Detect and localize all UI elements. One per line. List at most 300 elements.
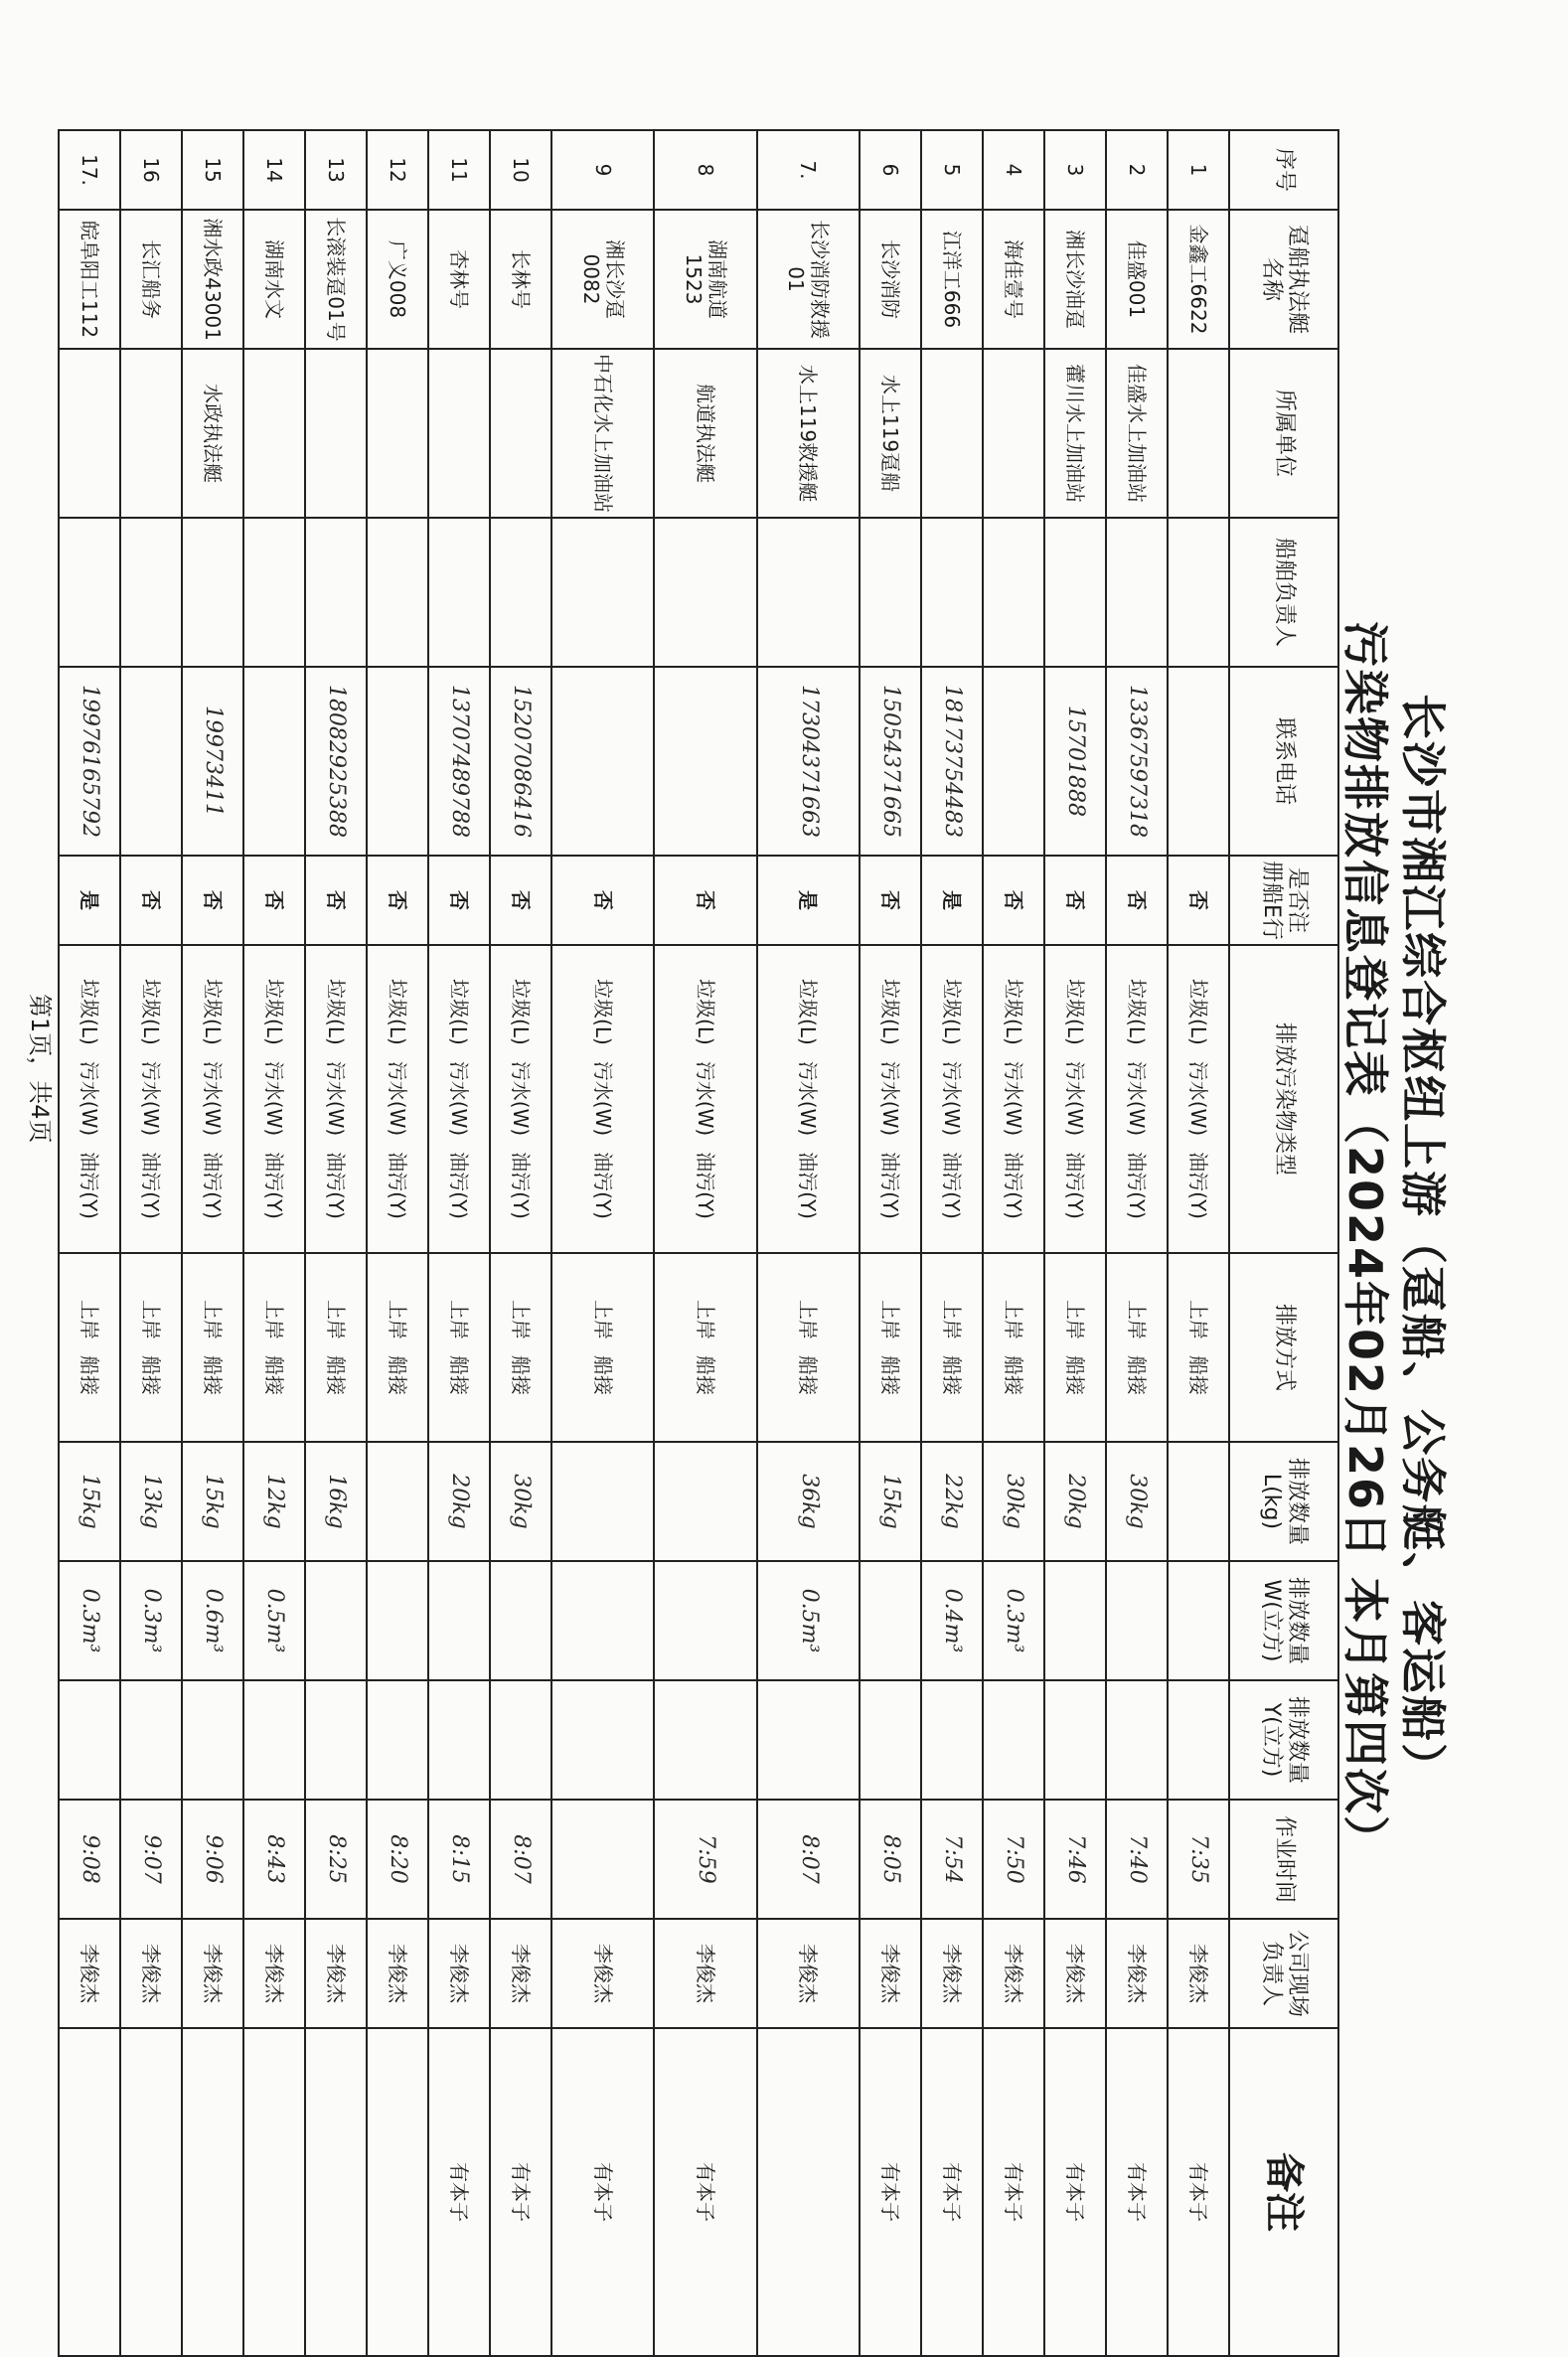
row-unit <box>428 349 490 518</box>
row-registered: 否 <box>860 856 921 945</box>
row-registered: 否 <box>551 856 654 945</box>
header-remark: 备注 <box>1229 2028 1338 2356</box>
row-qty-w: 0.3m³ <box>59 1561 120 1680</box>
row-modes <box>860 1253 921 1442</box>
row-name: 湖南航道1523 <box>654 210 756 349</box>
row-name: 湖南水文 <box>243 210 305 349</box>
row-leader <box>983 518 1044 667</box>
discharge-mode-option: 船接 <box>1186 1355 1211 1395</box>
row-unit <box>367 349 428 518</box>
row-time: 8:25 <box>305 1800 367 1919</box>
discharge-mode-option: 上岸 <box>694 1300 718 1339</box>
row-types <box>120 945 182 1253</box>
pollutant-type-option: 垃圾(L) <box>1063 979 1088 1045</box>
row-unit: 水上119救援艇 <box>757 349 860 518</box>
row-leader <box>654 518 756 667</box>
row-manager: 李俊杰 <box>490 1919 551 2028</box>
pollutant-type-option: 垃圾(L) <box>262 979 287 1045</box>
row-phone: 18173754483 <box>921 667 983 856</box>
row-phone <box>654 667 756 856</box>
row-leader <box>490 518 551 667</box>
row-modes <box>243 1253 305 1442</box>
row-qty-y <box>983 1680 1044 1800</box>
row-types <box>428 945 490 1253</box>
pollutant-type-option: 污水(W) <box>139 1060 164 1137</box>
row-remark <box>182 2028 243 2356</box>
row-name: 江洋工666 <box>921 210 983 349</box>
discharge-mode-option: 上岸 <box>78 1300 102 1339</box>
discharge-mode-option: 上岸 <box>1186 1300 1211 1339</box>
row-manager: 李俊杰 <box>367 1919 428 2028</box>
row-registered: 否 <box>654 856 756 945</box>
row-phone: 19973411 <box>182 667 243 856</box>
row-manager: 李俊杰 <box>182 1919 243 2028</box>
row-leader <box>860 518 921 667</box>
pollutant-type-option: 油污(Y) <box>694 1152 718 1219</box>
row-qty-l: 20kg <box>1044 1442 1106 1561</box>
row-modes <box>367 1253 428 1442</box>
row-remark: 有本子 <box>1044 2028 1106 2356</box>
discharge-mode-option: 上岸 <box>590 1300 615 1339</box>
row-unit: 水政执法艇 <box>182 349 243 518</box>
row-time: 7:40 <box>1106 1800 1168 1919</box>
row-qty-w <box>551 1561 654 1680</box>
row-remark: 有本子 <box>654 2028 756 2356</box>
header-qty-y: 排放数量Y(立方) <box>1229 1680 1338 1800</box>
header-manager: 公司现场负责人 <box>1229 1919 1338 2028</box>
row-time: 7:50 <box>983 1800 1044 1919</box>
pollutant-type-option: 污水(W) <box>78 1060 102 1137</box>
table-row <box>243 130 305 2356</box>
row-qty-y <box>757 1680 860 1800</box>
row-qty-w <box>1168 1561 1229 1680</box>
row-types <box>305 945 367 1253</box>
row-unit: 航道执法艇 <box>654 349 756 518</box>
pollutant-type-option: 污水(W) <box>590 1060 615 1137</box>
pollutant-type-option: 油污(Y) <box>447 1152 472 1219</box>
discharge-mode-option: 上岸 <box>1002 1300 1026 1339</box>
row-qty-w: 0.3m³ <box>120 1561 182 1680</box>
row-name: 湘水政43001 <box>182 210 243 349</box>
row-manager: 李俊杰 <box>551 1919 654 2028</box>
row-phone: 13367597318 <box>1106 667 1168 856</box>
row-qty-y <box>59 1680 120 1800</box>
row-name: 佳盛001 <box>1106 210 1168 349</box>
discharge-mode-option: 船接 <box>262 1355 287 1395</box>
row-types <box>182 945 243 1253</box>
row-leader <box>59 518 120 667</box>
row-seq: 11 <box>428 130 490 210</box>
row-registered: 否 <box>1168 856 1229 945</box>
row-unit: 水上119趸船 <box>860 349 921 518</box>
row-registered: 否 <box>120 856 182 945</box>
table-row <box>860 130 921 2356</box>
row-phone <box>367 667 428 856</box>
row-qty-l: 15kg <box>59 1442 120 1561</box>
pollutant-type-option: 油污(Y) <box>386 1152 410 1219</box>
row-seq: 3 <box>1044 130 1106 210</box>
row-modes <box>757 1253 860 1442</box>
discharge-mode-option: 船接 <box>201 1355 226 1395</box>
row-registered: 否 <box>182 856 243 945</box>
discharge-mode-option: 船接 <box>940 1355 965 1395</box>
row-unit <box>1168 349 1229 518</box>
row-qty-l: 13kg <box>120 1442 182 1561</box>
pollutant-type-option: 油污(Y) <box>1063 1152 1088 1219</box>
table-row <box>551 130 654 2356</box>
table-header-row <box>1229 130 1338 2356</box>
row-time <box>551 1800 654 1919</box>
row-remark: 有本子 <box>490 2028 551 2356</box>
row-time: 8:07 <box>490 1800 551 1919</box>
row-types <box>654 945 756 1253</box>
discharge-mode-option: 船接 <box>796 1355 821 1395</box>
table-row <box>1044 130 1106 2356</box>
row-seq: 6 <box>860 130 921 210</box>
row-modes <box>1106 1253 1168 1442</box>
discharge-mode-option: 船接 <box>386 1355 410 1395</box>
row-time: 7:35 <box>1168 1800 1229 1919</box>
row-seq: 10 <box>490 130 551 210</box>
row-registered: 否 <box>490 856 551 945</box>
row-manager: 李俊杰 <box>757 1919 860 2028</box>
row-leader <box>428 518 490 667</box>
row-modes <box>490 1253 551 1442</box>
row-qty-w <box>860 1561 921 1680</box>
pollutant-type-option: 污水(W) <box>694 1060 718 1137</box>
row-remark <box>59 2028 120 2356</box>
row-qty-w <box>654 1561 756 1680</box>
discharge-mode-option: 船接 <box>1063 1355 1088 1395</box>
row-remark: 有本子 <box>428 2028 490 2356</box>
discharge-mode-option: 船接 <box>878 1355 903 1395</box>
header-modes: 排放方式 <box>1229 1253 1338 1442</box>
row-phone: 15207086416 <box>490 667 551 856</box>
row-qty-y <box>1044 1680 1106 1800</box>
row-qty-l: 16kg <box>305 1442 367 1561</box>
row-phone: 17304371663 <box>757 667 860 856</box>
row-modes <box>983 1253 1044 1442</box>
row-types <box>490 945 551 1253</box>
table-row <box>120 130 182 2356</box>
row-modes <box>305 1253 367 1442</box>
row-leader <box>182 518 243 667</box>
discharge-mode-option: 船接 <box>78 1355 102 1395</box>
row-manager: 李俊杰 <box>860 1919 921 2028</box>
row-name: 湘长沙趸0082 <box>551 210 654 349</box>
discharge-mode-option: 船接 <box>139 1355 164 1395</box>
row-phone <box>1168 667 1229 856</box>
row-leader <box>1044 518 1106 667</box>
pollutant-type-option: 油污(Y) <box>1002 1152 1026 1219</box>
header-time: 作业时间 <box>1229 1800 1338 1919</box>
row-qty-l <box>367 1442 428 1561</box>
row-remark <box>367 2028 428 2356</box>
header-leader: 船舶负责人 <box>1229 518 1338 667</box>
row-leader <box>1168 518 1229 667</box>
row-qty-w: 0.5m³ <box>757 1561 860 1680</box>
pollutant-type-option: 垃圾(L) <box>590 979 615 1045</box>
row-remark <box>305 2028 367 2356</box>
row-remark: 有本子 <box>551 2028 654 2356</box>
header-phone: 联系电话 <box>1229 667 1338 856</box>
discharge-mode-option: 船接 <box>694 1355 718 1395</box>
row-time: 7:54 <box>921 1800 983 1919</box>
row-seq: 1 <box>1168 130 1229 210</box>
row-registered: 否 <box>367 856 428 945</box>
row-types <box>1106 945 1168 1253</box>
row-unit <box>59 349 120 518</box>
row-leader <box>921 518 983 667</box>
row-qty-y <box>490 1680 551 1800</box>
row-qty-y <box>243 1680 305 1800</box>
row-manager: 李俊杰 <box>59 1919 120 2028</box>
rotated-form-sheet <box>58 129 1469 2355</box>
row-unit <box>120 349 182 518</box>
pollutant-type-option: 油污(Y) <box>201 1152 226 1219</box>
row-modes <box>120 1253 182 1442</box>
row-phone <box>243 667 305 856</box>
row-qty-y <box>367 1680 428 1800</box>
pollutant-type-option: 垃圾(L) <box>509 979 534 1045</box>
row-modes <box>428 1253 490 1442</box>
pollutant-type-option: 油污(Y) <box>1125 1152 1150 1219</box>
pollutant-type-option: 污水(W) <box>201 1060 226 1137</box>
row-remark <box>120 2028 182 2356</box>
row-unit <box>243 349 305 518</box>
row-seq: 4 <box>983 130 1044 210</box>
discharge-mode-option: 上岸 <box>447 1300 472 1339</box>
row-qty-l <box>551 1442 654 1561</box>
row-types <box>1168 945 1229 1253</box>
row-time: 8:43 <box>243 1800 305 1919</box>
row-remark: 有本子 <box>983 2028 1044 2356</box>
row-qty-l: 30kg <box>1106 1442 1168 1561</box>
row-manager: 李俊杰 <box>120 1919 182 2028</box>
pollutant-type-option: 污水(W) <box>1002 1060 1026 1137</box>
table-row <box>654 130 756 2356</box>
pollutant-type-option: 油污(Y) <box>139 1152 164 1219</box>
header-qty-l: 排放数量L(kg) <box>1229 1442 1338 1561</box>
discharge-mode-option: 上岸 <box>940 1300 965 1339</box>
row-qty-w <box>490 1561 551 1680</box>
row-types <box>243 945 305 1253</box>
discharge-mode-option: 上岸 <box>509 1300 534 1339</box>
discharge-mode-option: 上岸 <box>262 1300 287 1339</box>
row-manager: 李俊杰 <box>305 1919 367 2028</box>
row-phone: 15701888 <box>1044 667 1106 856</box>
row-modes <box>1044 1253 1106 1442</box>
form-title-line-2: 污染物排放信息登记表（2024年02月26日 本月第四次） <box>1338 620 1392 1864</box>
pollutant-type-option: 污水(W) <box>796 1060 821 1137</box>
row-remark: 有本子 <box>1106 2028 1168 2356</box>
row-registered: 否 <box>243 856 305 945</box>
row-registered: 是 <box>921 856 983 945</box>
pollutant-type-option: 垃圾(L) <box>139 979 164 1045</box>
row-qty-l: 12kg <box>243 1442 305 1561</box>
row-modes <box>59 1253 120 1442</box>
row-qty-l: 15kg <box>182 1442 243 1561</box>
row-phone <box>983 667 1044 856</box>
row-phone <box>551 667 654 856</box>
row-remark <box>757 2028 860 2356</box>
pollutant-type-option: 油污(Y) <box>509 1152 534 1219</box>
discharge-mode-option: 船接 <box>324 1355 349 1395</box>
pollutant-type-option: 污水(W) <box>324 1060 349 1137</box>
pollutant-type-option: 污水(W) <box>386 1060 410 1137</box>
discharge-mode-option: 船接 <box>447 1355 472 1395</box>
row-name: 长沙消防 <box>860 210 921 349</box>
table-row <box>1168 130 1229 2356</box>
registration-table <box>58 129 1339 2357</box>
table-row <box>428 130 490 2356</box>
row-time: 8:20 <box>367 1800 428 1919</box>
row-registered: 是 <box>59 856 120 945</box>
row-time: 7:59 <box>654 1800 756 1919</box>
row-manager: 李俊杰 <box>921 1919 983 2028</box>
row-registered: 是 <box>757 856 860 945</box>
row-qty-y <box>654 1680 756 1800</box>
pollutant-type-option: 油污(Y) <box>262 1152 287 1219</box>
row-qty-l: 22kg <box>921 1442 983 1561</box>
row-qty-y <box>120 1680 182 1800</box>
pollutant-type-option: 污水(W) <box>1125 1060 1150 1137</box>
row-modes <box>1168 1253 1229 1442</box>
row-leader <box>120 518 182 667</box>
row-qty-l <box>654 1442 756 1561</box>
row-qty-w <box>1106 1561 1168 1680</box>
pollutant-type-option: 垃圾(L) <box>694 979 718 1045</box>
pollutant-type-option: 污水(W) <box>878 1060 903 1137</box>
row-seq: 15 <box>182 130 243 210</box>
row-modes <box>551 1253 654 1442</box>
pollutant-type-option: 垃圾(L) <box>1002 979 1026 1045</box>
row-leader <box>305 518 367 667</box>
pollutant-type-option: 油污(Y) <box>940 1152 965 1219</box>
row-modes <box>921 1253 983 1442</box>
row-leader <box>551 518 654 667</box>
row-types <box>1044 945 1106 1253</box>
discharge-mode-option: 上岸 <box>201 1300 226 1339</box>
row-manager: 李俊杰 <box>428 1919 490 2028</box>
pollutant-type-option: 油污(Y) <box>796 1152 821 1219</box>
row-time: 7:46 <box>1044 1800 1106 1919</box>
row-qty-l: 30kg <box>490 1442 551 1561</box>
row-qty-l: 20kg <box>428 1442 490 1561</box>
row-seq: 14 <box>243 130 305 210</box>
header-types: 排放污染物类型 <box>1229 945 1338 1253</box>
pollutant-type-option: 污水(W) <box>1063 1060 1088 1137</box>
row-seq: 8 <box>654 130 756 210</box>
row-modes <box>654 1253 756 1442</box>
row-phone: 15054371665 <box>860 667 921 856</box>
row-name: 海佳壹号 <box>983 210 1044 349</box>
row-qty-y <box>182 1680 243 1800</box>
discharge-mode-option: 上岸 <box>796 1300 821 1339</box>
discharge-mode-option: 船接 <box>590 1355 615 1395</box>
row-qty-w <box>1044 1561 1106 1680</box>
pollutant-type-option: 污水(W) <box>447 1060 472 1137</box>
pollutant-type-option: 垃圾(L) <box>447 979 472 1045</box>
row-types <box>983 945 1044 1253</box>
row-unit <box>305 349 367 518</box>
pollutant-type-option: 污水(W) <box>262 1060 287 1137</box>
discharge-mode-option: 船接 <box>509 1355 534 1395</box>
row-phone <box>120 667 182 856</box>
row-types <box>860 945 921 1253</box>
header-name: 趸船执法艇名称 <box>1229 210 1338 349</box>
row-leader <box>1106 518 1168 667</box>
row-types <box>551 945 654 1253</box>
row-types <box>921 945 983 1253</box>
table-row <box>490 130 551 2356</box>
row-unit: 佳盛水上加油站 <box>1106 349 1168 518</box>
row-time: 8:05 <box>860 1800 921 1919</box>
row-qty-l: 30kg <box>983 1442 1044 1561</box>
row-registered: 否 <box>1106 856 1168 945</box>
row-seq: 9 <box>551 130 654 210</box>
row-time: 9:06 <box>182 1800 243 1919</box>
row-name: 广义008 <box>367 210 428 349</box>
row-seq: 16 <box>120 130 182 210</box>
discharge-mode-option: 上岸 <box>386 1300 410 1339</box>
row-qty-y <box>921 1680 983 1800</box>
row-unit: 藿川水上加油站 <box>1044 349 1106 518</box>
row-phone: 13707489788 <box>428 667 490 856</box>
form-title-line-1: 长沙市湘江综合枢纽上游（趸船、公务艇、客运船） <box>1396 694 1450 1791</box>
row-name: 长沙消防救援01 <box>757 210 860 349</box>
pollutant-type-option: 油污(Y) <box>1186 1152 1211 1219</box>
row-registered: 否 <box>428 856 490 945</box>
row-unit <box>983 349 1044 518</box>
discharge-mode-option: 上岸 <box>1125 1300 1150 1339</box>
row-qty-w: 0.5m³ <box>243 1561 305 1680</box>
table-row <box>983 130 1044 2356</box>
row-modes <box>182 1253 243 1442</box>
row-leader <box>243 518 305 667</box>
row-registered: 否 <box>1044 856 1106 945</box>
row-phone: 18082925388 <box>305 667 367 856</box>
row-qty-l: 15kg <box>860 1442 921 1561</box>
row-qty-l: 36kg <box>757 1442 860 1561</box>
header-seq: 序号 <box>1229 130 1338 210</box>
pollutant-type-option: 垃圾(L) <box>878 979 903 1045</box>
discharge-mode-option: 船接 <box>1125 1355 1150 1395</box>
pollutant-type-option: 污水(W) <box>509 1060 534 1137</box>
pollutant-type-option: 垃圾(L) <box>1186 979 1211 1045</box>
row-qty-y <box>551 1680 654 1800</box>
row-registered: 否 <box>983 856 1044 945</box>
row-qty-y <box>1106 1680 1168 1800</box>
discharge-mode-option: 上岸 <box>1063 1300 1088 1339</box>
row-qty-w <box>367 1561 428 1680</box>
row-types <box>59 945 120 1253</box>
discharge-mode-option: 上岸 <box>139 1300 164 1339</box>
pollutant-type-option: 油污(Y) <box>78 1152 102 1219</box>
row-qty-w <box>305 1561 367 1680</box>
row-phone: 19976165792 <box>59 667 120 856</box>
discharge-mode-option: 船接 <box>1002 1355 1026 1395</box>
row-manager: 李俊杰 <box>243 1919 305 2028</box>
row-manager: 李俊杰 <box>654 1919 756 2028</box>
pollutant-type-option: 污水(W) <box>1186 1060 1211 1137</box>
pollutant-type-option: 垃圾(L) <box>386 979 410 1045</box>
row-name: 杏林号 <box>428 210 490 349</box>
row-remark <box>243 2028 305 2356</box>
header-qty-w: 排放数量W(立方) <box>1229 1561 1338 1680</box>
row-leader <box>367 518 428 667</box>
table-row <box>921 130 983 2356</box>
